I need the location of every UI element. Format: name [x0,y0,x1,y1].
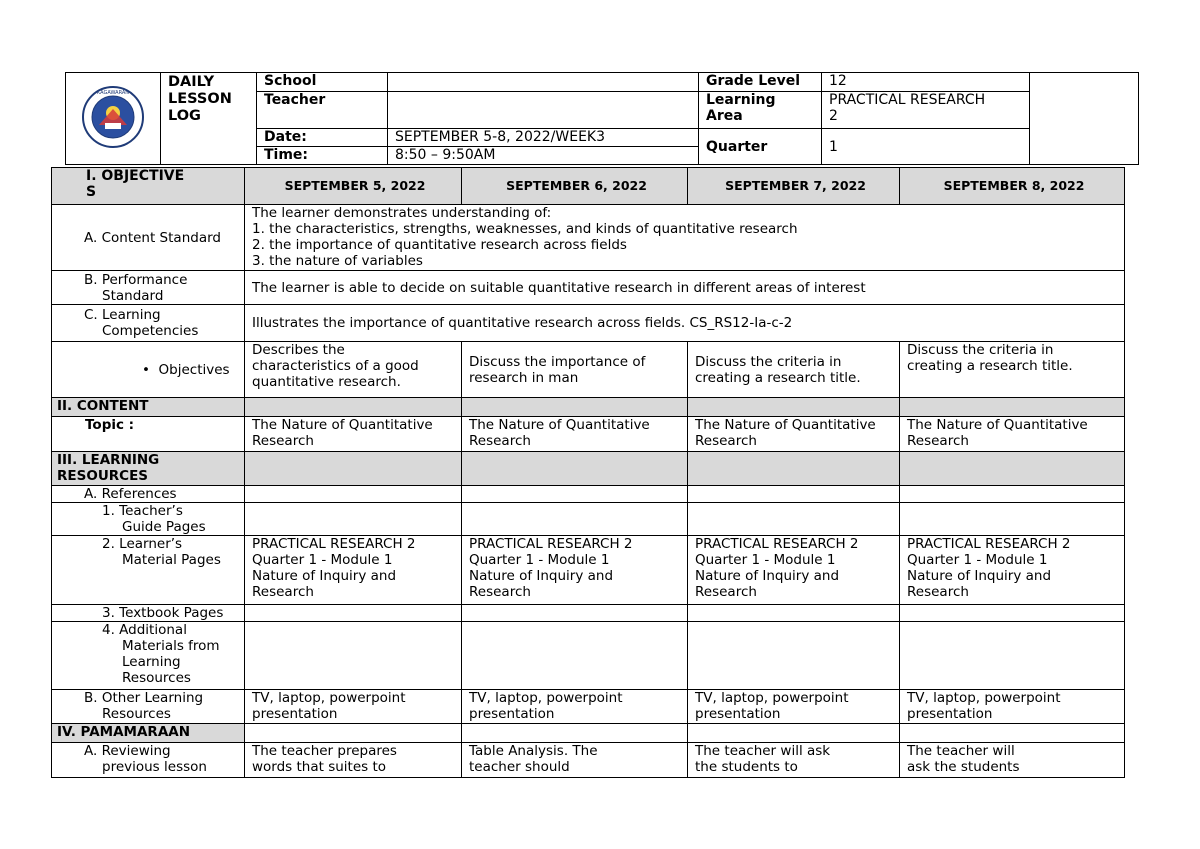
teachers-guide-day-1 [245,503,462,536]
performance-standard-label: B. Performance Standard [52,271,245,305]
textbook-day-2 [462,605,688,622]
day-header-4: SEPTEMBER 8, 2022 [900,168,1125,205]
pamamaraan-section-header: IV. PAMAMARAAN [52,724,245,743]
additional-materials-label: 4. Additional Materials from Learning Resources [52,622,245,690]
school-value[interactable] [388,73,699,92]
learners-material-day-2: PRACTICAL RESEARCH 2 Quarter 1 - Module 1 Nature of Inquiry and Research [462,536,688,605]
performance-standard-value: The learner is able to decide on suitable quantitative research in different areas of interest [245,271,1125,305]
other-resources-day-4: TV, laptop, powerpoint presentation [900,690,1125,724]
other-resources-day-3: TV, laptop, powerpoint presentation [688,690,900,724]
pamamaraan-day-3 [688,724,900,743]
pamamaraan-day-1 [245,724,462,743]
additional-day-3 [688,622,900,690]
additional-day-1 [245,622,462,690]
learning-competencies-label: C. Learning Competencies [52,305,245,342]
learners-material-day-4: PRACTICAL RESEARCH 2 Quarter 1 - Module 1 Nature of Inquiry and Research [900,536,1125,605]
time-label: Time: [257,147,388,165]
textbook-day-4 [900,605,1125,622]
teachers-guide-day-3 [688,503,900,536]
textbook-day-3 [688,605,900,622]
additional-day-2 [462,622,688,690]
grade-level-value[interactable]: 12 [822,73,1030,92]
bullet-icon: • [142,361,159,378]
references-day-4 [900,486,1125,503]
day-header-2: SEPTEMBER 6, 2022 [462,168,688,205]
learners-material-label: 2. Learner’s Material Pages [52,536,245,605]
resources-shade-3 [688,452,900,486]
resources-shade-4 [900,452,1125,486]
reviewing-day-3: The teacher will ask the students to [688,743,900,778]
content-shade-4 [900,398,1125,417]
other-resources-day-1: TV, laptop, powerpoint presentation [245,690,462,724]
learning-area-label: Learning Area [699,92,822,129]
objective-day-2: Discuss the importance of research in man [462,342,688,398]
deped-logo-cell [66,73,161,165]
content-standard-label: A. Content Standard [52,205,245,271]
topic-label: Topic : [52,417,245,452]
objectives-section-header: I. OBJECTIVE S [52,168,245,205]
day-header-1: SEPTEMBER 5, 2022 [245,168,462,205]
content-shade-3 [688,398,900,417]
textbook-pages-label: 3. Textbook Pages [52,605,245,622]
teachers-guide-day-2 [462,503,688,536]
header-table [65,72,1139,165]
other-resources-day-2: TV, laptop, powerpoint presentation [462,690,688,724]
references-day-1 [245,486,462,503]
quarter-label: Quarter [699,129,822,165]
topic-day-1: The Nature of Quantitative Research [245,417,462,452]
teachers-guide-day-4 [900,503,1125,536]
header-blank-cell [1030,73,1139,165]
content-standard-value: The learner demonstrates understanding of: 1. the characteristics, strengths, weaknesses, and kinds of quantitative research 2. the importance of quantitative research across fields 3. the nature of variables [245,205,1125,271]
topic-day-3: The Nature of Quantitative Research [688,417,900,452]
learners-material-day-1: PRACTICAL RESEARCH 2 Quarter 1 - Module 1 Nature of Inquiry and Research [245,536,462,605]
other-resources-label: B. Other Learning Resources [52,690,245,724]
objective-day-1: Describes the characteristics of a good quantitative research. [245,342,462,398]
lesson-log-table [51,167,1125,778]
learning-resources-header: III. LEARNING RESOURCES [52,452,245,486]
reviewing-previous-lesson-label: A. Reviewing previous lesson [52,743,245,778]
learners-material-day-3: PRACTICAL RESEARCH 2 Quarter 1 - Module 1 Nature of Inquiry and Research [688,536,900,605]
teacher-value[interactable] [388,92,699,129]
learning-area-value[interactable]: PRACTICAL RESEARCH 2 [822,92,1030,129]
content-shade-2 [462,398,688,417]
references-day-3 [688,486,900,503]
time-value[interactable]: 8:50 – 9:50AM [388,147,699,165]
pamamaraan-day-4 [900,724,1125,743]
objective-day-3: Discuss the criteria in creating a research title. [688,342,900,398]
references-day-2 [462,486,688,503]
objectives-label [52,342,245,398]
pamamaraan-day-2 [462,724,688,743]
content-section-header: II. CONTENT [52,398,245,417]
date-label: Date: [257,129,388,147]
objective-day-4: Discuss the criteria in creating a research title. [900,342,1125,398]
quarter-value[interactable]: 1 [822,129,1030,165]
reviewing-day-2: Table Analysis. The teacher should [462,743,688,778]
topic-day-2: The Nature of Quantitative Research [462,417,688,452]
deped-seal-icon [81,85,145,149]
objectives-label-text: Objectives [158,361,230,378]
content-shade-1 [245,398,462,417]
date-value[interactable]: SEPTEMBER 5-8, 2022/WEEK3 [388,129,699,147]
reviewing-day-1: The teacher prepares words that suites to [245,743,462,778]
day-header-3: SEPTEMBER 7, 2022 [688,168,900,205]
reviewing-day-4: The teacher will ask the students [900,743,1125,778]
learning-competencies-value: Illustrates the importance of quantitative research across fields. CS_RS12-Ia-c-2 [245,305,1125,342]
textbook-day-1 [245,605,462,622]
grade-level-label: Grade Level [699,73,822,92]
teacher-label: Teacher [257,92,388,129]
svg-text:KAGAWARAN: KAGAWARAN [96,89,130,96]
references-label: A. References [52,486,245,503]
topic-day-4: The Nature of Quantitative Research [900,417,1125,452]
resources-shade-2 [462,452,688,486]
resources-shade-1 [245,452,462,486]
school-label: School [257,73,388,92]
log-title: DAILY LESSON LOG [161,73,257,165]
additional-day-4 [900,622,1125,690]
teachers-guide-label: 1. Teacher’s Guide Pages [52,503,245,536]
